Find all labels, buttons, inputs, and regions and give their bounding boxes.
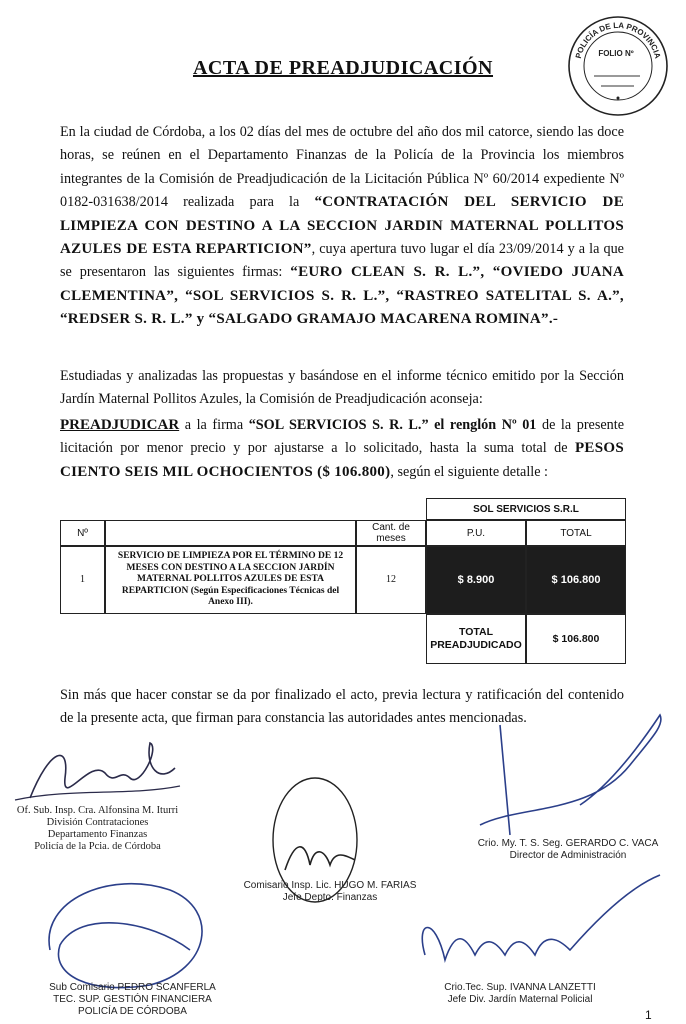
p1-text-1: En la ciudad de Córdoba, a los 02 días del mes de octubre del año dos mil catorce, siendo las doce horas, se reúnen en el Departamento Finanzas de la Policía de la Provincia los miembros integrantes de la Comisión de Preadjudicación de la Licitación Pública Nº 60/2014 expediente Nº 0182-031638/2014 realizada para la: [60, 124, 624, 211]
p3-text-2: de la presente licitación por menor precio y por ajustarse a lo solicitado, hasta la suma total de: [60, 417, 624, 457]
table-total-value: $ 106.800: [526, 614, 626, 664]
stamp-folio-label: FOLIO Nº: [598, 49, 634, 58]
sig5-line-1: Crio.Tec. Sup. IVANNA LANZETTI: [444, 982, 596, 993]
sig1-line-3: Departamento Finanzas: [47, 829, 148, 840]
sig3-line-1: Comisario Insp. Lic. HUGO M. FARIAS: [243, 880, 417, 891]
table-col-desc: [105, 520, 356, 546]
table-row-total: $ 106.800: [526, 546, 626, 614]
award-table: [60, 498, 626, 664]
table-row-pu: $ 8.900: [426, 546, 526, 614]
table-col-cant: Cant. de meses: [356, 520, 426, 546]
sig4-block: [25, 982, 240, 1018]
table-company-header: SOL SERVICIOS S.R.L: [426, 498, 626, 520]
stamp-ring-text: POLICÍA DE LA PROVINCIA: [573, 20, 663, 60]
signature-vaca: [440, 705, 675, 855]
table-row-no: 1: [60, 546, 105, 614]
p3-text-3: , según el siguiente detalle :: [390, 463, 548, 480]
table-row-desc: SERVICIO DE LIMPIEZA POR EL TÉRMINO DE 12 MESES CON DESTINO A LA SECCION JARDÍN MATERNAL POLLITOS AZULES DE ESTA REPARTICION (Según Especificaciones Técnicas del Anexo III).: [105, 546, 356, 614]
p3-preadjudicar: PREADJUDICAR: [60, 417, 180, 433]
sig1-line-4: Policía de la Pcia. de Córdoba: [34, 841, 161, 852]
sig1-block: [5, 805, 190, 853]
sig2-block: [463, 838, 673, 862]
p1-text-2: , cuya apertura tuvo lugar el día 23/09/2014 y a la que se presentaron las siguientes firmas:: [60, 241, 624, 281]
document-title: ACTA DE PREADJUDICACIÓN: [192, 57, 494, 79]
p1-contract-name: “CONTRATACIÓN DEL SERVICIO DE LIMPIEZA CON DESTINO A LA SECCION JARDIN MATERNAL POLLITOS AZULES DE ESTA REPARTICION”: [60, 194, 624, 258]
table-col-pu: P.U.: [426, 520, 526, 546]
p3-firm: “SOL SERVICIOS S. R. L.” el renglón Nº 01: [248, 417, 537, 433]
sig4-line-2: TEC. SUP. GESTIÓN FINANCIERA: [53, 994, 212, 1005]
page-number: 1: [645, 1008, 652, 1022]
sig1-line-2: División Contrataciones: [46, 817, 149, 828]
sig5-block: [420, 982, 620, 1006]
award-paragraph: [60, 414, 624, 484]
sig2-line-1: Crio. My. T. S. Seg. GERARDO C. VACA: [477, 838, 659, 849]
sig4-line-3: POLICÍA DE CÓRDOBA: [78, 1006, 187, 1017]
opening-paragraph: [60, 121, 624, 332]
sig1-line-1: Of. Sub. Insp. Cra. Alfonsina M. Iturri: [16, 805, 179, 816]
analysis-paragraph: Estudiadas y analizadas las propuestas y basándose en el informe técnico emitido por la Sección Jardín Maternal Pollitos Azules, la Comisión de Preadjudicación aconseja:: [60, 368, 624, 408]
table-col-total: TOTAL: [526, 520, 626, 546]
p1-bidders: “EURO CLEAN S. R. L.”, “OVIEDO JUANA CLEMENTINA”, “SOL SERVICIOS S. R. L.”, “RASTREO SATELITAL S. A.”, “REDSER S. R. L.” y “SALGADO GRAMAJO MACARENA ROMINA”.-: [60, 264, 625, 328]
signature-scanferla: [30, 860, 240, 1000]
sig2-line-2: Director de Administración: [509, 850, 627, 861]
table-col-no: Nº: [60, 520, 105, 546]
sig3-line-2: Jefe Depto. Finanzas: [282, 892, 378, 903]
sig5-line-2: Jefe Div. Jardín Maternal Policial: [447, 994, 593, 1005]
sig4-line-1: Sub Comisario PEDRO SCANFERLA: [49, 982, 216, 993]
signature-lanzetti: [395, 870, 675, 985]
sig3-block: [240, 880, 420, 904]
table-total-label: TOTAL PREADJUDICADO: [426, 614, 526, 664]
p3-text-1: a la firma: [179, 417, 249, 433]
p3-amount: PESOS CIENTO SEIS MIL OCHOCIENTOS ($ 106.800): [60, 440, 624, 480]
table-row-cant: 12: [356, 546, 426, 614]
closing-paragraph: Sin más que hacer constar se da por finalizado el acto, previa lectura y ratificación del contenido de la presente acta, que firman para constancia las autoridades antes mencionadas.: [60, 687, 624, 727]
